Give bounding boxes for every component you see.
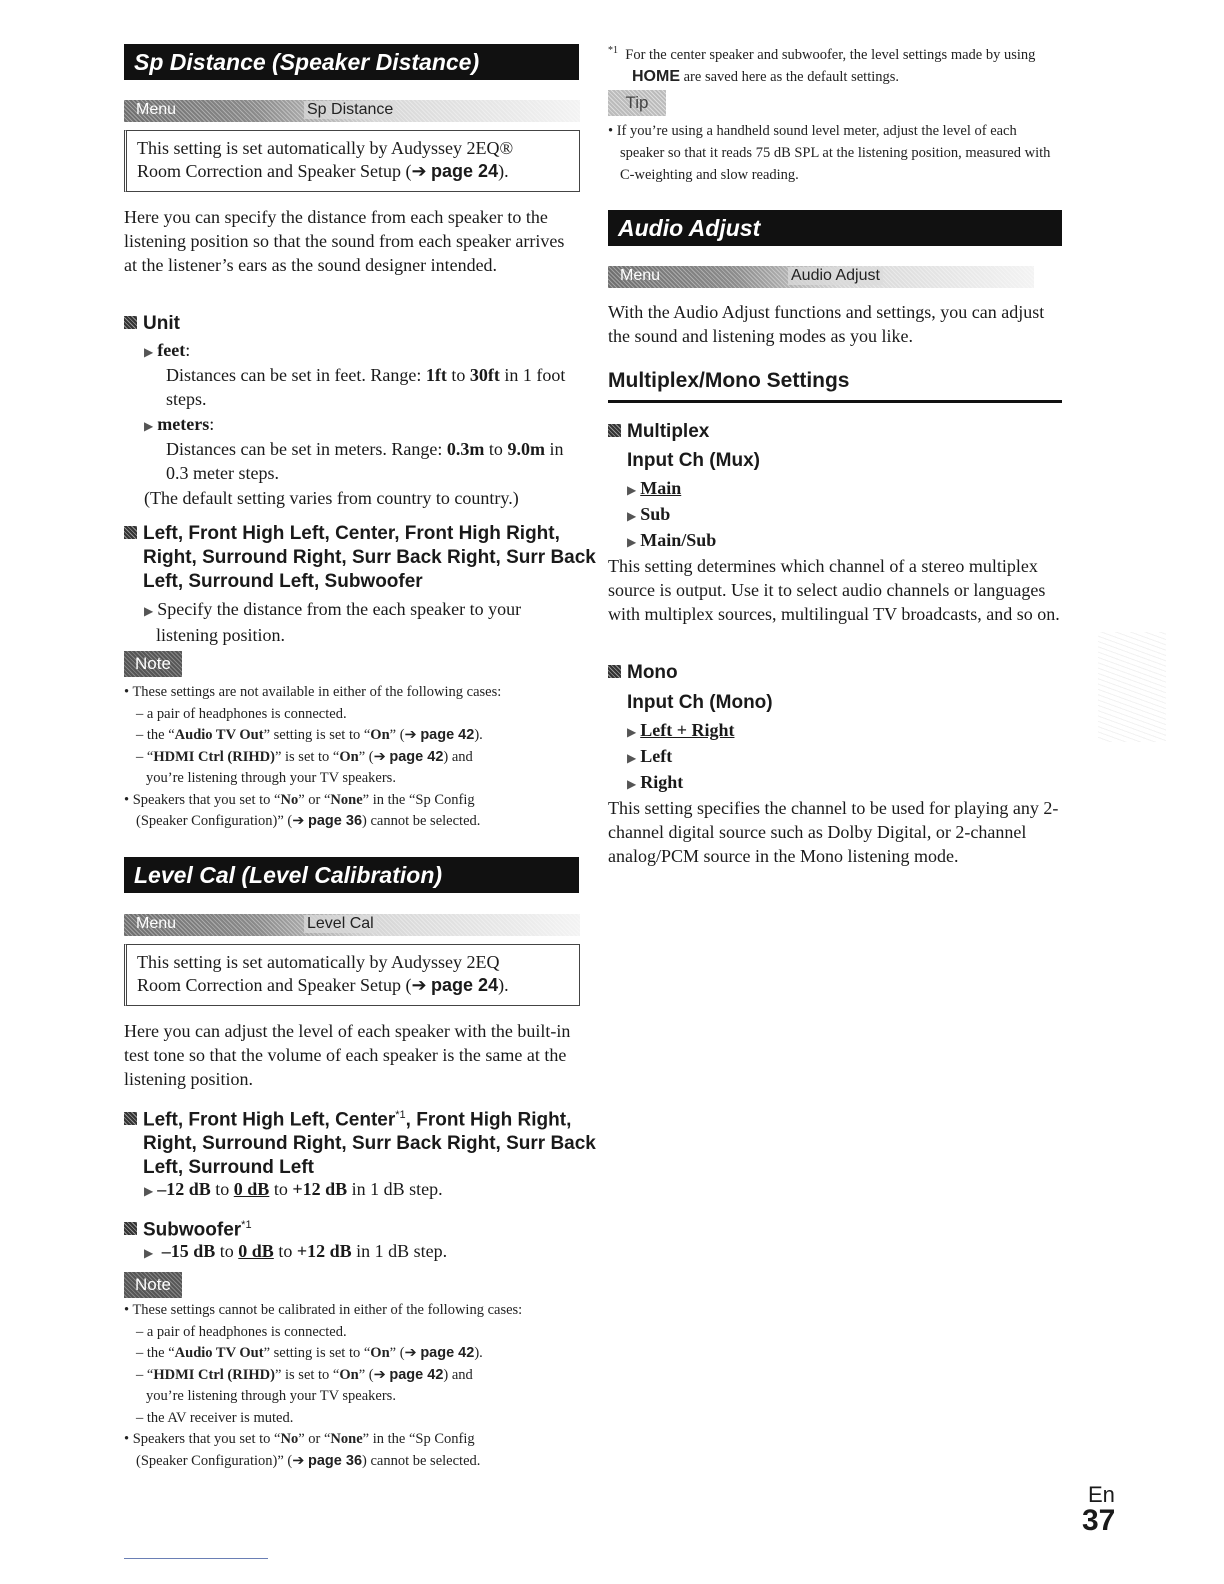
multiplex-input-label: Input Ch (Mux): [627, 450, 760, 471]
range-to: to: [273, 1241, 297, 1261]
option-left-right: [627, 718, 734, 744]
triangle-bullet-icon: ▶: [627, 777, 637, 791]
arrow-icon: ➔: [411, 161, 427, 181]
triangle-bullet-icon: ▶: [627, 751, 637, 765]
sp-distance-notes: [124, 682, 580, 833]
range-min: –12 dB: [157, 1179, 211, 1199]
footnote-marker: *1: [395, 1109, 406, 1121]
heading-run: , Front High Right, Right, Surround Right, Surr Back Right, Surr Back Left, Surround Left: [143, 1109, 596, 1179]
multiplex-description: This setting determines which channel of a stereo multiplex source is output. Use it to select audio channels or languages with multiplex sources, multilingual TV broadcasts, and so on.: [608, 556, 1060, 624]
square-bullet-icon: [608, 665, 621, 678]
mono-heading: [608, 661, 678, 685]
meters-desc-post: in 0.3 meter steps.: [166, 439, 564, 483]
arrow-icon: ➔: [411, 975, 427, 995]
heading-run: Subwoofer: [143, 1219, 242, 1241]
speakers-heading: [124, 522, 599, 594]
menu-item-label: Sp Distance: [304, 101, 396, 119]
square-bullet-icon: [608, 424, 621, 437]
meters-option: ▶ meters:: [144, 414, 215, 434]
note-subitem: [124, 725, 580, 747]
text-run: ) and: [443, 748, 473, 765]
section-title-audio-adjust: Audio Adjust: [608, 210, 1062, 246]
multiplex-heading: [608, 420, 709, 444]
text-run: ” (: [358, 1366, 374, 1383]
footer-rule: [124, 1558, 268, 1559]
page-reference-link[interactable]: page 42: [420, 1345, 475, 1361]
note-item: • These settings are not available in either of the following cases:: [124, 684, 502, 700]
text-run: ” in the “Sp Config: [362, 791, 475, 808]
text-run: ).: [474, 1345, 483, 1361]
text-run: ” or “: [298, 1431, 331, 1447]
triangle-bullet-icon: ▶: [627, 509, 637, 523]
notice-close-paren: ).: [498, 161, 509, 181]
text-run: ) cannot be selected.: [362, 813, 481, 829]
meters-min: 0.3m: [446, 439, 485, 459]
square-bullet-icon: [124, 526, 137, 539]
menu-label: Menu: [136, 915, 177, 932]
page-reference-link[interactable]: page 24: [431, 975, 499, 995]
notice-line-1: This setting is set automatically by Audyssey 2EQ®: [137, 138, 514, 158]
text-run: – “: [136, 1366, 154, 1383]
text-run: are saved here as the default settings.: [680, 68, 900, 85]
menu-path-strip: [124, 914, 580, 936]
mono-input-label: Input Ch (Mono): [627, 692, 773, 713]
note-text: These settings are not available in either of the following cases:: [132, 684, 502, 700]
note-subitem: [124, 1343, 564, 1365]
triangle-bullet-icon: ▶: [627, 535, 637, 549]
speakers-heading-text: Left, Front High Left, Center, Front High Right, Right, Surround Right, Surr Back Right, Surr Back Left, Surround Left, Subwoofer: [143, 523, 596, 592]
level-range: [144, 1177, 443, 1203]
triangle-bullet-icon: ▶: [144, 345, 154, 359]
text-run: ” or “: [298, 791, 331, 808]
tip-label: Tip: [608, 90, 666, 116]
text-run: None: [330, 791, 363, 808]
text-run: • Speakers that you set to “: [124, 791, 281, 808]
text-run: No: [280, 1431, 299, 1447]
range-max: +12 dB: [296, 1241, 352, 1261]
note-item: • These settings cannot be calibrated in either of the following cases:: [124, 1302, 523, 1318]
feet-label: feet: [157, 340, 186, 360]
section-title-sp-distance: Sp Distance (Speaker Distance): [124, 44, 579, 80]
page-language: En: [1088, 1482, 1115, 1507]
feet-to: to: [446, 365, 470, 385]
triangle-bullet-icon: ▶: [627, 725, 637, 739]
triangle-bullet-icon: ▶: [144, 604, 154, 618]
unit-heading-text: Unit: [143, 313, 180, 334]
note-subitem: [124, 811, 580, 833]
text-run: On: [339, 748, 359, 765]
unit-heading: [124, 312, 180, 336]
text-run: (Speaker Configuration)” (: [136, 1452, 293, 1469]
option-left: [627, 744, 672, 770]
subwoofer-range: [144, 1239, 447, 1265]
option-label: Main: [640, 478, 682, 498]
meters-max: 9.0m: [507, 439, 545, 459]
feet-desc-post: in 1 foot steps.: [166, 365, 566, 409]
meters-description: [166, 437, 580, 485]
menu-item-label: Audio Adjust: [788, 267, 883, 285]
notice-close-paren: ).: [498, 975, 509, 995]
range-default: 0 dB: [238, 1241, 274, 1261]
range-post: in 1 dB step.: [351, 1241, 448, 1261]
option-label: Right: [640, 772, 684, 792]
text-run: HOME: [632, 67, 680, 85]
level-speakers-heading: [124, 1103, 599, 1180]
option-label: Left + Right: [640, 720, 735, 740]
triangle-bullet-icon: ▶: [627, 483, 637, 497]
option-label: Sub: [640, 504, 671, 524]
text-run: None: [330, 1431, 363, 1447]
menu-label: Menu: [620, 267, 661, 284]
arrow-icon: ➔: [373, 748, 386, 765]
text-run: HDMI Ctrl (RIHD): [153, 1366, 275, 1383]
level-cal-notes: [124, 1300, 564, 1472]
auto-setting-notice: [124, 130, 580, 192]
note-item: [124, 792, 475, 808]
text-run: For the center speaker and subwoofer, the level settings made by using: [625, 46, 1036, 63]
page-reference-link[interactable]: page 42: [389, 748, 444, 765]
arrow-icon: ➔: [292, 1452, 305, 1469]
note-label: Note: [124, 651, 182, 677]
text-run: ” (: [358, 748, 374, 765]
arrow-icon: ➔: [404, 1345, 417, 1361]
range-max: +12 dB: [292, 1179, 348, 1199]
sp-distance-intro: Here you can specify the distance from each speaker to the listening position so that the sound from each speaker arrives at the listener’s ears as the sound designer intended.: [124, 207, 565, 275]
triangle-bullet-icon: ▶: [144, 1184, 154, 1198]
note-label: Note: [124, 1272, 182, 1298]
text-run: – the “: [136, 727, 175, 743]
menu-path-strip: [608, 266, 1034, 288]
footnote: [608, 40, 1062, 88]
feet-option: ▶ feet:: [144, 340, 191, 360]
note-subitem: you’re listening through your TV speakers.: [146, 1388, 396, 1404]
speakers-description: [144, 597, 586, 647]
text-run: No: [280, 791, 299, 808]
text-run: On: [339, 1366, 359, 1383]
arrow-icon: ➔: [292, 813, 305, 829]
section-title-level-cal: Level Cal (Level Calibration): [124, 857, 579, 893]
text-run: ) and: [443, 1366, 473, 1383]
meters-to: to: [484, 439, 508, 459]
level-cal-intro: Here you can adjust the level of each speaker with the built-in test tone so that the volume of each speaker is the same at the listening position.: [124, 1021, 571, 1089]
scan-texture: [1098, 632, 1166, 742]
footnote-marker: *1: [608, 45, 618, 56]
option-right: [627, 770, 683, 796]
feet-desc-pre: Distances can be set in feet. Range:: [166, 365, 426, 385]
page-reference-link[interactable]: page 36: [308, 813, 363, 829]
range-to: to: [210, 1179, 234, 1199]
triangle-bullet-icon: ▶: [144, 1246, 154, 1260]
square-bullet-icon: [124, 316, 137, 329]
text-run: (Speaker Configuration)” (: [136, 813, 293, 829]
option-main: [627, 476, 681, 502]
note-subitem: you’re listening through your TV speakers.: [146, 770, 396, 786]
range-to: to: [215, 1241, 239, 1261]
text-run: • Speakers that you set to “: [124, 1431, 281, 1447]
auto-setting-notice: [124, 944, 580, 1006]
text-run: ” is set to “: [274, 748, 340, 765]
note-subitem: [124, 1451, 564, 1473]
text-run: ) cannot be selected.: [362, 1452, 481, 1469]
menu-label: Menu: [136, 101, 177, 118]
meters-desc-pre: Distances can be set in meters. Range:: [166, 439, 447, 459]
feet-min: 1ft: [425, 365, 447, 385]
page-reference-link[interactable]: page 36: [308, 1452, 363, 1469]
square-bullet-icon: [124, 1222, 137, 1235]
range-min: –15 dB: [161, 1241, 216, 1261]
page-number: 37: [1082, 1504, 1116, 1537]
text-run: HDMI Ctrl (RIHD): [153, 748, 275, 765]
notice-line-2: Room Correction and Speaker Setup (: [137, 161, 412, 181]
meters-label: meters: [157, 414, 210, 434]
text-run: ” in the “Sp Config: [362, 1431, 475, 1447]
feet-max: 30ft: [469, 365, 500, 385]
text-run: ” setting is set to “: [263, 727, 371, 743]
audio-adjust-intro: With the Audio Adjust functions and settings, you can adjust the sound and listening modes as you like.: [608, 302, 1045, 346]
speakers-desc-text: Specify the distance from the each speaker to your listening position.: [156, 599, 522, 645]
text-run: ” (: [389, 727, 405, 743]
mono-description: This setting specifies the channel to be used for playing any 2-channel digital source such as Dolby Digital, or 2-channel analog/PCM source in the Mono listening mode.: [608, 798, 1059, 866]
note-subitem: – a pair of headphones is connected.: [136, 705, 347, 722]
heading-run: Mono: [627, 662, 678, 683]
feet-description: [166, 363, 576, 411]
text-run: On: [370, 727, 390, 743]
triangle-bullet-icon: ▶: [144, 419, 154, 433]
text-run: Audio TV Out: [174, 1345, 264, 1361]
option-label: Main/Sub: [640, 530, 717, 550]
text-run: – the “: [136, 1345, 175, 1361]
note-subitem: – a pair of headphones is connected.: [136, 1323, 347, 1340]
square-bullet-icon: [124, 1112, 137, 1125]
menu-item-label: Level Cal: [304, 915, 377, 933]
heading-run: Multiplex: [627, 421, 710, 442]
note-subitem: – the AV receiver is muted.: [136, 1409, 294, 1426]
menu-path-strip: [124, 100, 580, 122]
option-main-sub: [627, 528, 716, 554]
tip-text: • If you’re using a handheld sound level meter, adjust the level of each speaker so that it reads 75 dB SPL at the listening position, measured with C-weighting and slow reading.: [608, 123, 1051, 183]
footnote-marker: *1: [241, 1219, 252, 1231]
page-reference-link[interactable]: page 42: [420, 727, 475, 743]
option-label: Left: [640, 746, 673, 766]
arrow-icon: ➔: [404, 727, 417, 743]
page-reference-link[interactable]: page 42: [389, 1366, 444, 1383]
text-run: Audio TV Out: [174, 727, 264, 743]
arrow-icon: ➔: [373, 1366, 386, 1383]
default-note: (The default setting varies from country to country.): [144, 488, 519, 508]
option-sub: [627, 502, 670, 528]
note-subitem: [124, 1365, 564, 1387]
subwoofer-heading: [124, 1213, 252, 1242]
notice-line-1: This setting is set automatically by Audyssey 2EQ: [137, 952, 500, 972]
text-run: – “: [136, 748, 154, 765]
range-post: in 1 dB step.: [347, 1179, 443, 1199]
text-run: ” setting is set to “: [263, 1345, 371, 1361]
note-subitem: [124, 747, 580, 769]
text-run: ).: [474, 727, 483, 743]
notice-line-2: Room Correction and Speaker Setup (: [137, 975, 412, 995]
range-to: to: [269, 1179, 293, 1199]
text-run: On: [370, 1345, 390, 1361]
range-default: 0 dB: [233, 1179, 270, 1199]
text-run: ” (: [389, 1345, 405, 1361]
text-run: ” is set to “: [274, 1366, 340, 1383]
heading-run: Left, Front High Left, Center: [143, 1109, 396, 1131]
page-reference-link[interactable]: page 24: [431, 161, 499, 181]
note-item: [124, 1431, 475, 1447]
multiplex-mono-heading: Multiplex/Mono Settings: [608, 368, 1062, 403]
